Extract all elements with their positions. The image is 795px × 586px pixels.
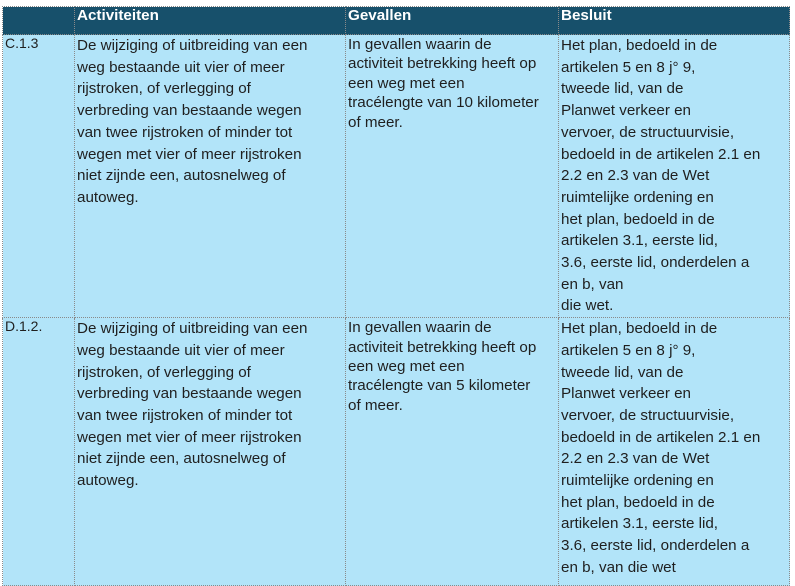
text-line: In gevallen waarin de	[348, 319, 492, 337]
text-line: rijstroken, of verlegging of	[77, 363, 251, 381]
text-line: De wijziging of uitbreiding van een	[77, 320, 308, 338]
text-line: het plan, bedoeld in de	[561, 210, 715, 228]
text-line: In gevallen waarin de	[348, 36, 492, 53]
text-line: het plan, bedoeld in de	[561, 493, 715, 511]
text-line: die wet.	[561, 297, 614, 315]
text-line: niet zijnde een, autosnelweg of	[77, 167, 286, 185]
text-line: 3.6, eerste lid, onderdelen a	[561, 537, 750, 555]
table-row	[3, 35, 790, 318]
text-line: weg bestaande uit vier of meer	[77, 341, 285, 359]
text-line: een weg met een	[348, 74, 465, 92]
text-line: of meer.	[348, 396, 403, 414]
text-line: activiteit betrekking heeft op	[348, 55, 537, 73]
activiteit-cell	[75, 35, 346, 318]
text-line: Planwet verkeer en	[561, 102, 692, 120]
text-line: tracélengte van 5 kilometer	[348, 377, 531, 395]
besluit-cell	[559, 318, 790, 586]
text-line: bedoeld in de artikelen 2.1 en	[561, 145, 761, 163]
text-line: Het plan, bedoeld in de	[561, 37, 718, 54]
text-line: ruimtelijke ordening en	[561, 188, 714, 206]
text-line: rijstroken, of verlegging of	[77, 80, 251, 98]
text-line: ruimtelijke ordening en	[561, 472, 714, 490]
text-line: Planwet verkeer en	[561, 385, 692, 403]
gevallen-cell	[346, 35, 559, 318]
text-line: artikelen 5 en 8 j° 9,	[561, 341, 696, 359]
header-activiteiten: Activiteiten	[75, 7, 346, 35]
text-line: De wijziging of uitbreiding van een	[77, 37, 308, 54]
header-besluit: Besluit	[559, 7, 790, 35]
text-line: van twee rijstroken of minder tot	[77, 123, 293, 141]
activiteit-cell	[75, 318, 346, 586]
text-line: vervoer, de structuurvisie,	[561, 406, 735, 424]
text-line: wegen met vier of meer rijstroken	[77, 145, 302, 163]
table-header-row	[3, 7, 790, 35]
text-line: bedoeld in de artikelen 2.1 en	[561, 428, 761, 446]
text-line: Het plan, bedoeld in de	[561, 320, 718, 338]
text-line: of meer.	[348, 113, 403, 131]
text-line: en b, van	[561, 275, 624, 293]
text-line: en b, van die wet	[561, 558, 676, 576]
text-line: 2.2 en 2.3 van de Wet	[561, 167, 710, 185]
text-line: vervoer, de structuurvisie,	[561, 123, 735, 141]
text-line: activiteit betrekking heeft op	[348, 338, 537, 356]
text-line: verbreding van bestaande wegen	[77, 385, 302, 403]
text-line: tweede lid, van de	[561, 80, 684, 98]
gevallen-cell	[346, 318, 559, 586]
text-line: verbreding van bestaande wegen	[77, 102, 302, 120]
header-code	[3, 7, 75, 35]
document-table-wrapper	[2, 6, 789, 586]
activities-table	[2, 6, 790, 586]
row-code: C.1.3	[3, 35, 75, 318]
text-line: van twee rijstroken of minder tot	[77, 406, 293, 424]
text-line: niet zijnde een, autosnelweg of	[77, 450, 286, 468]
row-code: D.1.2.	[3, 318, 75, 586]
besluit-cell	[559, 35, 790, 318]
text-line: een weg met een	[348, 357, 465, 375]
table-row	[3, 318, 790, 586]
text-line: 3.6, eerste lid, onderdelen a	[561, 254, 750, 272]
text-line: artikelen 3.1, eerste lid,	[561, 232, 719, 250]
header-gevallen: Gevallen	[346, 7, 559, 35]
text-line: wegen met vier of meer rijstroken	[77, 428, 302, 446]
text-line: artikelen 5 en 8 j° 9,	[561, 58, 696, 76]
text-line: tracélengte van 10 kilometer	[348, 94, 539, 112]
text-line: autoweg.	[77, 188, 139, 206]
text-line: 2.2 en 2.3 van de Wet	[561, 450, 710, 468]
text-line: artikelen 3.1, eerste lid,	[561, 515, 719, 533]
text-line: weg bestaande uit vier of meer	[77, 58, 285, 76]
text-line: autoweg.	[77, 472, 139, 490]
text-line: tweede lid, van de	[561, 363, 684, 381]
